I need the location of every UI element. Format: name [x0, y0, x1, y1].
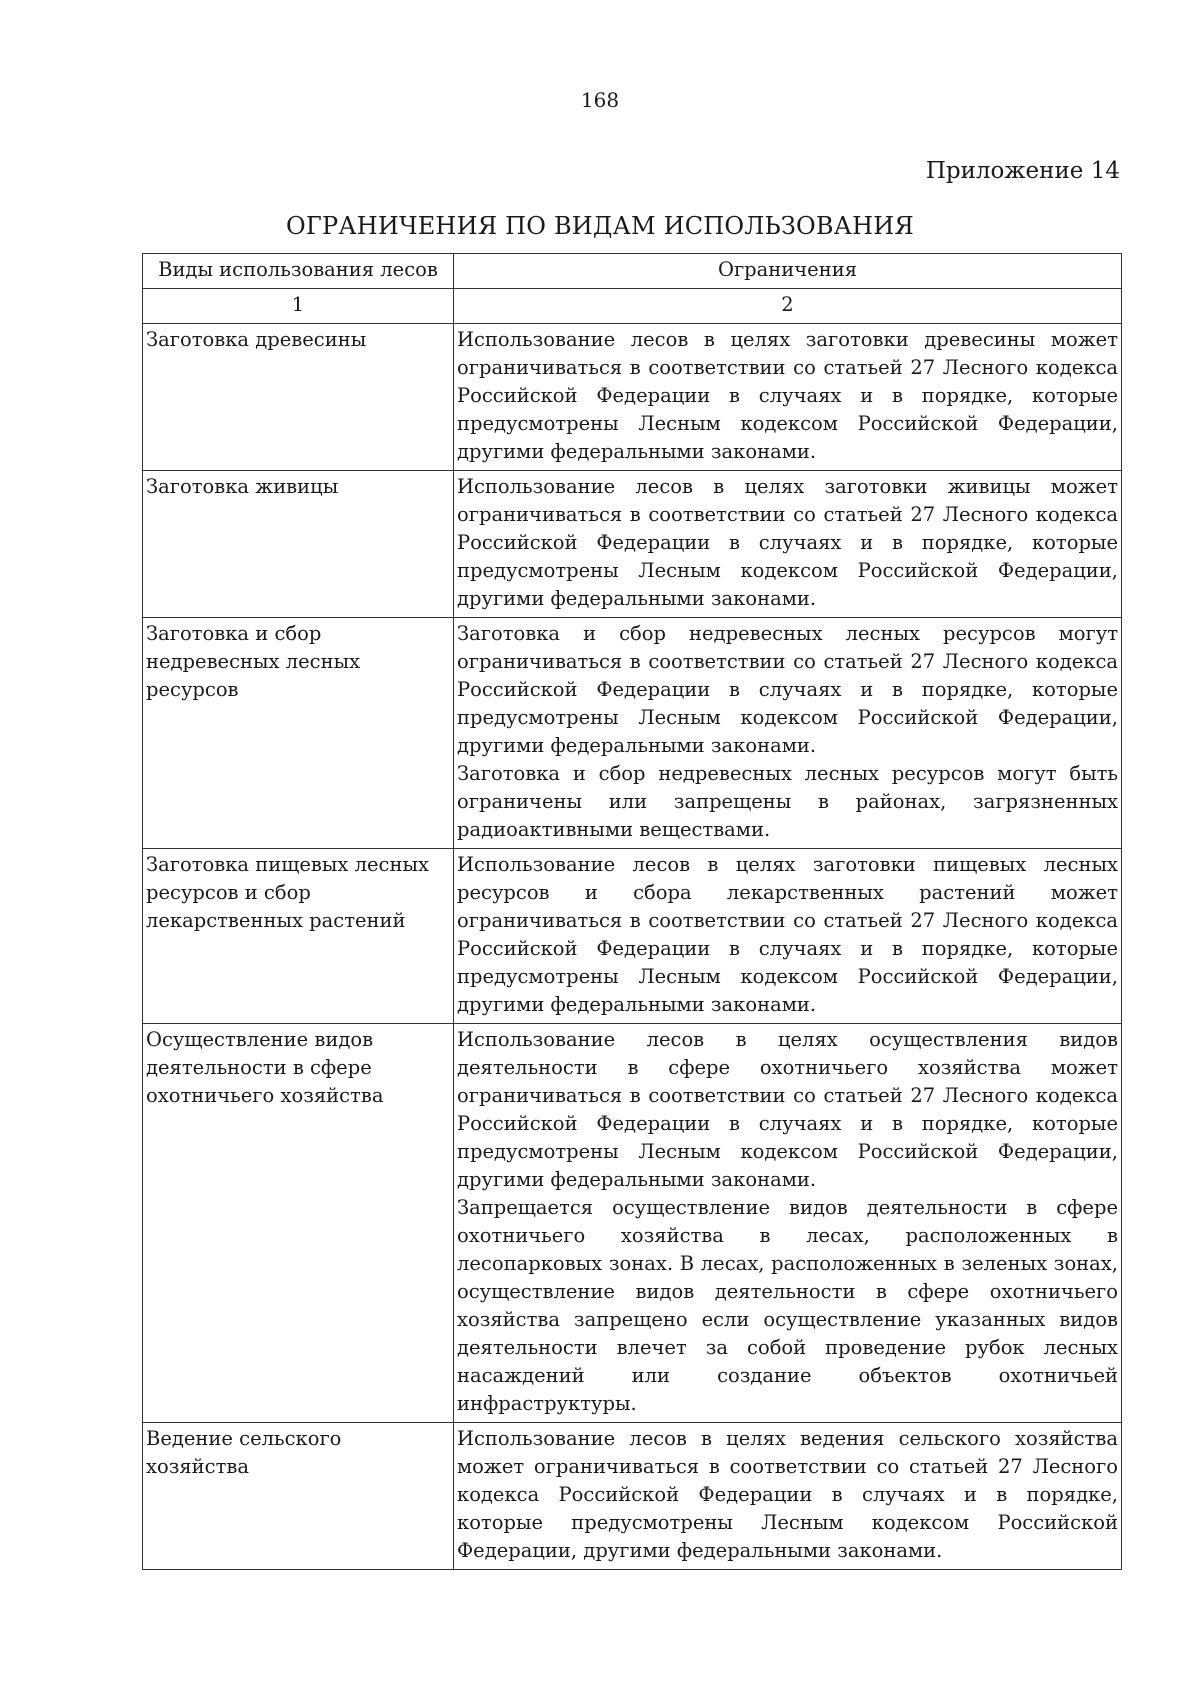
restriction-cell — [454, 849, 1122, 1024]
column-number-1: 1 — [143, 289, 454, 324]
forest-use-cell: Заготовка живицы — [143, 471, 454, 618]
table-column-number-row — [143, 289, 1122, 324]
restriction-cell — [454, 618, 1122, 849]
table-body — [143, 324, 1122, 1570]
restriction-cell — [454, 324, 1122, 471]
forest-use-cell: Ведение сельского хозяйства — [143, 1423, 454, 1570]
restriction-cell — [454, 1024, 1122, 1423]
document-title: ОГРАНИЧЕНИЯ ПО ВИДАМ ИСПОЛЬЗОВАНИЯ — [286, 212, 914, 240]
restriction-paragraph: Запрещается осуществление видов деятельности в сфере охотничьего хозяйства в лесах, расположенных в лесопарковых зонах. В лесах, расположенных в зеленых зонах, осуществление видов деятельности в сфере охотничьего хозяйства запрещено если осуществление указанных видов деятельности влечет за собой проведение рубок лесных насаждений или создание объектов охотничьей инфраструктуры. — [457, 1196, 1118, 1415]
restriction-paragraph: Заготовка и сбор недревесных лесных ресурсов могут быть ограничены или запрещены в районах, загрязненных радиоактивными веществами. — [457, 762, 1118, 841]
forest-use-cell: Заготовка древесины — [143, 324, 454, 471]
table-row — [143, 849, 1122, 1024]
restrictions-table — [142, 253, 1122, 1570]
restriction-paragraph: Использование лесов в целях заготовки древесины может ограничиваться в соответствии со статьей 27 Лесного кодекса Российской Федерации в случаях и в порядке, которые предусмотрены Лесным кодексом Российской Федерации, другими федеральными законами. — [457, 328, 1118, 463]
restriction-paragraph: Использование лесов в целях заготовки пищевых лесных ресурсов и сбора лекарственных растений может ограничиваться в соответствии со статьей 27 Лесного кодекса Российской Федерации в случаях и в порядке, которые предусмотрены Лесным кодексом Российской Федерации, другими федеральными законами. — [457, 853, 1118, 1016]
table-row — [143, 618, 1122, 849]
header-forest-use-types: Виды использования лесов — [143, 254, 454, 289]
table-row — [143, 1024, 1122, 1423]
forest-use-cell: Осуществление видов деятельности в сфере охотничьего хозяйства — [143, 1024, 454, 1423]
table-row — [143, 1423, 1122, 1570]
forest-use-cell: Заготовка и сбор недревесных лесных ресурсов — [143, 618, 454, 849]
forest-use-cell: Заготовка пищевых лесных ресурсов и сбор лекарственных растений — [143, 849, 454, 1024]
restriction-cell — [454, 1423, 1122, 1570]
table-row — [143, 471, 1122, 618]
restriction-cell — [454, 471, 1122, 618]
restriction-paragraph: Использование лесов в целях осуществления видов деятельности в сфере охотничьего хозяйства может ограничиваться в соответствии со статьей 27 Лесного кодекса Российской Федерации в случаях и в порядке, которые предусмотрены Лесным кодексом Российской Федерации, другими федеральными законами. — [457, 1028, 1118, 1191]
restriction-paragraph: Использование лесов в целях заготовки живицы может ограничиваться в соответствии со статьей 27 Лесного кодекса Российской Федерации в случаях и в порядке, которые предусмотрены Лесным кодексом Российской Федерации, другими федеральными законами. — [457, 475, 1118, 610]
table-header-row — [143, 254, 1122, 289]
page-number: 168 — [580, 88, 620, 112]
table-row — [143, 324, 1122, 471]
header-restrictions: Ограничения — [454, 254, 1122, 289]
restriction-paragraph: Заготовка и сбор недревесных лесных ресурсов могут ограничиваться в соответствии со статьей 27 Лесного кодекса Российской Федерации в случаях и в порядке, которые предусмотрены Лесным кодексом Российской Федерации, другими федеральными законами. — [457, 622, 1118, 757]
column-number-2: 2 — [454, 289, 1122, 324]
appendix-label: Приложение 14 — [925, 158, 1120, 184]
restriction-paragraph: Использование лесов в целях ведения сельского хозяйства может ограничиваться в соответствии со статьей 27 Лесного кодекса Российской Федерации в случаях и в порядке, которые предусмотрены Лесным кодексом Российской Федерации, другими федеральными законами. — [457, 1427, 1118, 1562]
